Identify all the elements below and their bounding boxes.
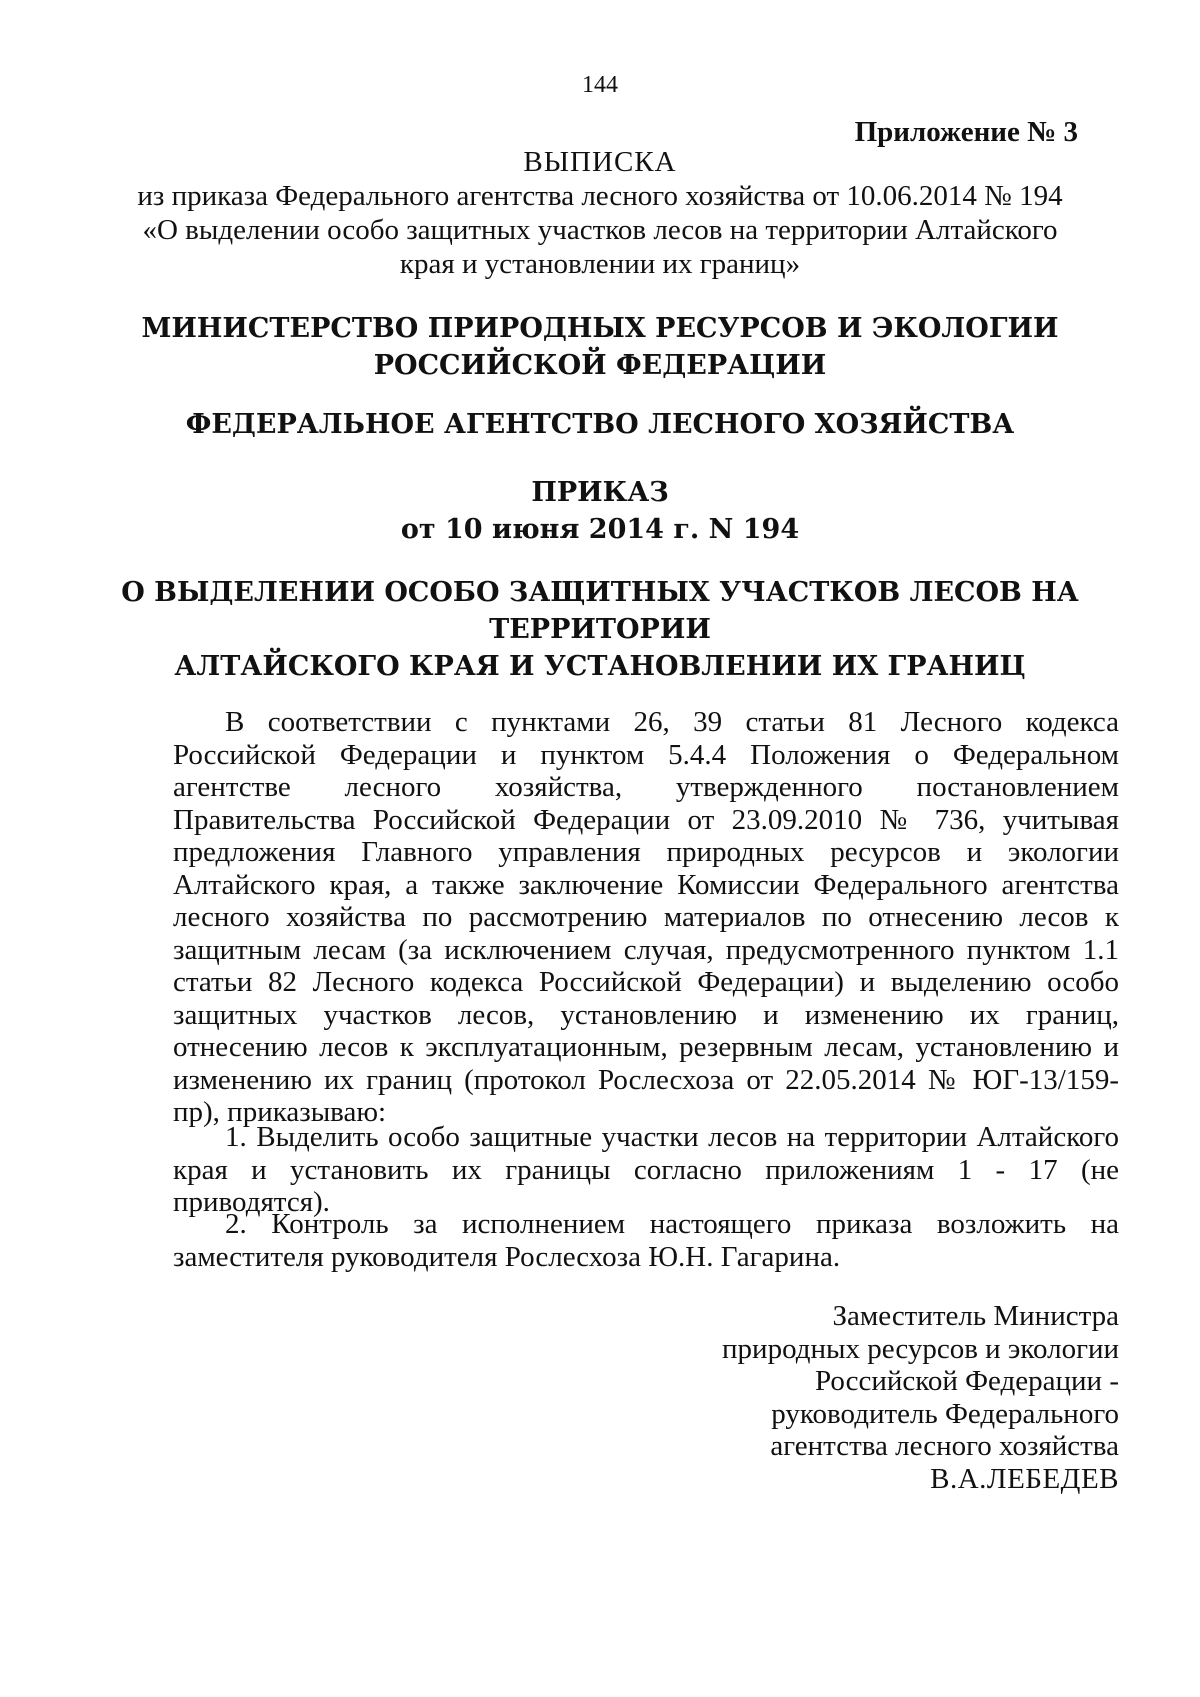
subject-line-3: АЛТАЙСКОГО КРАЯ И УСТАНОВЛЕНИИ ИХ ГРАНИЦ	[174, 651, 1026, 682]
order-item-2: 2. Контроль за исполнением настоящего приказа возложить на заместителя руководителя Рослесхоза Ю.Н. Гагарина.	[173, 1208, 1119, 1273]
order-title: ПРИКАЗ	[531, 477, 669, 508]
ministry-heading	[0, 310, 1200, 384]
signature-line-4: руководитель Федерального	[771, 1397, 1119, 1430]
signature-line-2: природных ресурсов и экологии	[722, 1332, 1119, 1365]
signature-line-3: Российской Федерации -	[814, 1365, 1119, 1397]
agency-heading: ФЕДЕРАЛЬНОЕ АГЕНТСТВО ЛЕСНОГО ХОЗЯЙСТВА	[185, 409, 1015, 440]
signature-line-5: агентства лесного хозяйства	[770, 1430, 1119, 1462]
extract-line-1: из приказа Федерального агентства лесного хозяйства от 10.06.2014 № 194	[137, 180, 1063, 212]
extract-title: ВЫПИСКА	[523, 146, 677, 178]
extract-line-3: края и установлении их границ»	[399, 248, 801, 280]
signature-line-1: Заместитель Министра	[832, 1300, 1119, 1332]
page-number: 144	[582, 72, 618, 98]
appendix-label: Приложение № 3	[854, 116, 1078, 148]
signature-block	[722, 1300, 1119, 1495]
signatory-name: В.А.ЛЕБЕДЕВ	[930, 1462, 1119, 1495]
order-subject	[0, 574, 1200, 685]
order-date: от 10 июня 2014 г. N 194	[400, 514, 800, 545]
body-paragraph: В соответствии с пунктами 26, 39 статьи 81 Лесного кодекса Российской Федерации и пунктом 5.4.4 Положения о Федеральном агентстве лесного хозяйства, утвержденного постановлением Правительства Российской Федерации от 23.09.2010 № 736, учитывая предложения Главного управления природных ресурсов и экологии Алтайского края, а также заключение Комиссии Федерального агентства лесного хозяйства по рассмотрению материалов по отнесению лесов к защитным лесам (за исключением случая, предусмотренного пунктом 1.1 статьи 82 Лесного кодекса Российской Федерации) и выделению особо защитных участков лесов, установлению и изменению их границ, отнесению лесов к эксплуатационным, резервным лесам, установлению и изменению их границ (протокол Рослесхоза от 22.05.2014 № ЮГ-13/159-пр), приказываю:	[173, 706, 1119, 1128]
ministry-line-2: РОССИЙСКОЙ ФЕДЕРАЦИИ	[373, 350, 827, 381]
extract-header	[0, 145, 1200, 281]
order-item-1: 1. Выделить особо защитные участки лесов на территории Алтайского края и установить их границы согласно приложениям 1 - 17 (не приводятся).	[173, 1121, 1119, 1218]
extract-line-2: «О выделении особо защитных участков лесов на территории Алтайского	[142, 214, 1058, 246]
ministry-line-1: МИНИСТЕРСТВО ПРИРОДНЫХ РЕСУРСОВ И ЭКОЛОГИИ	[141, 313, 1059, 344]
subject-line-2: ТЕРРИТОРИИ	[489, 614, 711, 645]
subject-line-1: О ВЫДЕЛЕНИИ ОСОБО ЗАЩИТНЫХ УЧАСТКОВ ЛЕСОВ НА	[121, 577, 1079, 608]
